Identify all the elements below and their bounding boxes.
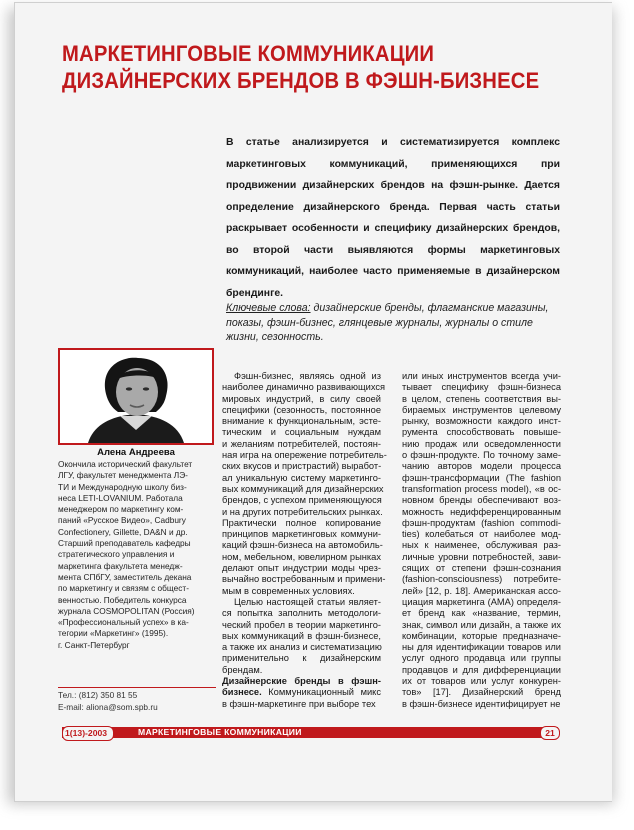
body-text-line: Целью настоящей статьи являет- — [234, 596, 381, 607]
body-text-line: сящих от степени фэшн-сознания — [402, 563, 561, 574]
body-text-line: тов» [17]. Дизайнерский бренд — [402, 687, 561, 698]
body-text-line: ал уникальную систему маркетинго- — [222, 472, 381, 483]
body-text-line: ties) колебаться от наиболее мод- — [402, 529, 561, 540]
body-text-line: лей» [12, p. 18]. Американская ассо- — [402, 585, 561, 596]
body-text-line: принципов маркетинговых коммуни- — [222, 529, 381, 540]
keywords-label: Ключевые слова: — [226, 302, 311, 314]
body-text-line: ся попытка заполнить методологи- — [222, 608, 381, 619]
body-text-line: продавцов и для дифференциации — [402, 664, 561, 675]
keywords-text: дизайнерские бренды, флагманские магазины, показы, фэшн-бизнес, глянцевые журналы, журналы о стиле жизни, сезонность. — [226, 302, 549, 343]
body-text-line: наиболее динамично развивающихся — [222, 382, 386, 393]
body-text-line: специфики (сезонность, постоянное — [222, 404, 381, 415]
bio-line: неса LETI-LOVANIUM. Работала — [58, 492, 183, 503]
body-text-line: услуг одного продавца или группы — [402, 653, 561, 664]
body-text-line: бизнесе. Коммуникационный микс — [222, 687, 381, 698]
body-text-line: а также их анализ и систематизацию — [222, 642, 382, 653]
body-text-line: ны для идентификации товаров или — [402, 642, 561, 653]
author-name: Алена Андреева — [97, 447, 175, 458]
body-text-line: и желаниям потребителей, постоян- — [222, 438, 381, 449]
bio-line: ЛГУ, факультет менеджмента ЛЭ- — [58, 470, 188, 481]
body-text-line: transformation process model), «в ос- — [402, 483, 561, 494]
bio-line: тегории «Маркетинг» (1995). — [58, 628, 169, 639]
body-text-line: ческий пробел в теории маркетинго- — [222, 619, 381, 630]
body-text-line: и на других потребительских рынках. — [222, 506, 383, 517]
bio-line: мента СПбГУ, заместитель декана — [58, 571, 192, 582]
bio-line: маркетинга факультета менедж- — [58, 560, 183, 571]
title-line-2: ДИЗАЙНЕРСКИХ БРЕНДОВ В ФЭШН-БИЗНЕСЕ — [62, 68, 540, 93]
bio-line: журнала COSMOPOLITAN (Россия) — [58, 605, 195, 616]
body-text-line: новном бренды обеспечивают воз- — [402, 495, 561, 506]
body-text-line: комбинации, которые предназначе- — [402, 630, 561, 641]
bio-line: по маркетингу и связям с общест- — [58, 583, 189, 594]
body-text-line: фэшн-продуктам (fashion commodi- — [402, 517, 561, 528]
body-text-line: циация маркетинга (АМА) определя- — [402, 596, 561, 607]
footer-page-number: 21 — [540, 726, 560, 740]
bio-divider — [58, 687, 216, 688]
body-text-line: фэшн-трансформации (The fashion — [402, 472, 561, 483]
author-email: E-mail: aliona@som.spb.ru — [58, 701, 158, 712]
author-phone: Тел.: (812) 350 81 55 — [58, 690, 138, 700]
bio-line: «Профессиональный успех» в ка- — [58, 617, 189, 628]
footer-bar — [62, 727, 558, 738]
body-text-line: ских вкусов и пристрастий) выработ- — [222, 461, 382, 472]
body-text-line: бираемых инструментов целевому — [402, 404, 561, 415]
body-text-line: (fashion-consciousness) потребите- — [402, 574, 561, 585]
author-photo — [58, 348, 214, 445]
body-text-line: Фэшн-бизнес, являясь одной из — [234, 371, 381, 381]
body-text-line: в целом, степень соответствия вы- — [402, 393, 561, 404]
author-contacts — [58, 690, 218, 713]
body-text-line: нию продаж или осведомленности — [402, 438, 561, 449]
body-text-line: в фэшн-маркетинге при выборе тех — [222, 698, 376, 709]
body-text-line: брендам. — [222, 664, 263, 675]
body-text-line: ных к наименее, обслуживая раз- — [402, 540, 561, 551]
bio-line: ТИ и Международную школу биз- — [58, 481, 187, 492]
keywords — [226, 301, 560, 345]
body-text-line: вычайно востребованным и примени- — [222, 574, 386, 585]
title-line-1: МАРКЕТИНГОВЫЕ КОММУНИКАЦИИ — [62, 41, 435, 66]
body-text-line: или иных инструментов всегда учи- — [402, 371, 561, 381]
author-portrait-image — [60, 350, 212, 443]
body-text-line: можность недифференцированным — [402, 506, 561, 517]
article-abstract: В статье анализируется и систематизируется комплекс маркетинговых коммуникаций, применяющихся при продвижении дизайнерских брендов на фэшн-рынке. Дается определение дизайнерского бренда. Первая часть статьи раскрывает особенности и специфику дизайнерских брендов, во второй части выявляются формы маркетинговых коммуникаций, наиболее часто применяемые в дизайнерском брендинге. — [226, 137, 560, 299]
body-text-line: Практически полное копирование — [222, 517, 381, 528]
body-text-line: тывает специфику фэшн-бизнеса — [402, 382, 561, 393]
body-text-line: делают опыт индустрии моды чрез- — [222, 563, 381, 574]
author-bio — [58, 459, 218, 651]
body-text-line: внимание к функциональным, эсте- — [222, 416, 381, 427]
body-text-line: рынку, возможности каждого инст- — [402, 416, 561, 427]
bio-line: Старший преподаватель кафедры — [58, 538, 191, 549]
body-text-line: брендов, с успехом применяющуюся — [222, 495, 382, 506]
body-text-line: ном, мебельном, ювелирном рынках — [222, 551, 381, 562]
subheading-lead: бизнесе. — [222, 687, 262, 698]
body-text-line: мировых индустрий, в силу своей — [222, 393, 381, 404]
body-text-line: вых коммуникаций в фэшн-бизнесе, — [222, 630, 381, 641]
footer-issue-number: 1(13)-2003 — [62, 726, 114, 741]
body-text-line: знак, символ или дизайн, а также их — [402, 619, 561, 630]
body-text-line: вых коммуникаций для дизайнерских — [222, 483, 384, 494]
article-title — [62, 40, 540, 94]
body-text-line: чанию авторов модели процесса — [402, 461, 561, 472]
bio-line: венностью. Победитель конкурса — [58, 594, 187, 605]
body-text-line: мым в современных условиях. — [222, 585, 355, 596]
body-text-line: Дизайнерские бренды в фэшн- — [222, 676, 381, 687]
body-text-line: о фэшн-продукте. По точному заме- — [402, 450, 561, 461]
body-text-line: их от товаров или услуг конкурен- — [402, 676, 561, 687]
footer-section-title: МАРКЕТИНГОВЫЕ КОММУНИКАЦИИ — [138, 727, 302, 737]
bio-line: Confectionery, Gillette, DA&N и др. — [58, 526, 188, 537]
bio-line: менеджером по маркетингу ком- — [58, 504, 184, 515]
body-text-line: в фэшн-бизнесе идентифицирует не — [402, 698, 561, 709]
bio-line: стратегического управления и — [58, 549, 175, 560]
body-text-line: ная игра на опережение потребитель- — [222, 450, 387, 461]
bio-line: паний «Русское Видео», Cadbury — [58, 515, 186, 526]
body-text-line: каций фэшн-бизнеса на автомобиль- — [222, 540, 383, 551]
body-column-1 — [222, 371, 387, 710]
bio-line: г. Санкт-Петербург — [58, 639, 130, 650]
body-text-line: применительно к дизайнерским — [222, 653, 381, 664]
body-text-line: тическим и социальным нуждам — [222, 427, 381, 438]
body-text-line: личные уровни потребностей, зави- — [402, 551, 561, 562]
body-column-2 — [402, 371, 561, 710]
bio-line: Окончила исторический факультет — [58, 459, 193, 469]
body-text-line: румента способствовать повыше- — [402, 427, 561, 438]
body-text-line: ет бренд как «название, термин, — [402, 608, 561, 619]
